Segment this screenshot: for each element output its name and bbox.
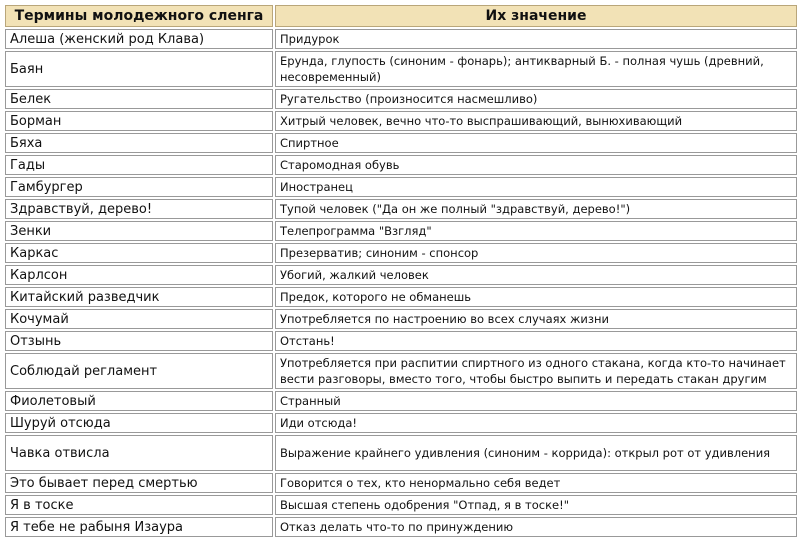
slang-table-container bbox=[3, 3, 797, 539]
table-row bbox=[5, 155, 797, 175]
table-row bbox=[5, 517, 797, 537]
term-cell: Шуруй отсюда bbox=[5, 413, 273, 433]
meaning-cell: Выражение крайнего удивления (синоним - коррида): открыл рот от удивления bbox=[275, 435, 797, 471]
term-cell: Соблюдай регламент bbox=[5, 353, 273, 389]
meaning-cell: Отказ делать что-то по принуждению bbox=[275, 517, 797, 537]
term-cell: Это бывает перед смертью bbox=[5, 473, 273, 493]
meaning-cell: Ругательство (произносится насмешливо) bbox=[275, 89, 797, 109]
table-row bbox=[5, 391, 797, 411]
meaning-cell: Телепрограмма "Взгляд" bbox=[275, 221, 797, 241]
term-cell: Гады bbox=[5, 155, 273, 175]
table-row bbox=[5, 287, 797, 307]
table-row bbox=[5, 331, 797, 351]
meaning-cell: Говорится о тех, кто ненормально себя ведет bbox=[275, 473, 797, 493]
meaning-column-header: Их значение bbox=[275, 5, 797, 27]
meaning-cell: Хитрый человек, вечно что-то выспрашивающий, вынюхивающий bbox=[275, 111, 797, 131]
table-row bbox=[5, 243, 797, 263]
meaning-cell: Употребляется по настроению во всех случаях жизни bbox=[275, 309, 797, 329]
table-row bbox=[5, 133, 797, 153]
term-cell: Каркас bbox=[5, 243, 273, 263]
meaning-cell: Иди отсюда! bbox=[275, 413, 797, 433]
meaning-cell: Убогий, жалкий человек bbox=[275, 265, 797, 285]
meaning-cell: Предок, которого не обманешь bbox=[275, 287, 797, 307]
term-cell: Карлсон bbox=[5, 265, 273, 285]
table-row bbox=[5, 353, 797, 389]
table-row bbox=[5, 495, 797, 515]
meaning-cell: Презерватив; синоним - спонсор bbox=[275, 243, 797, 263]
meaning-cell: Ерунда, глупость (синоним - фонарь); антикварный Б. - полная чушь (древний, несовременный) bbox=[275, 51, 797, 87]
term-cell: Белек bbox=[5, 89, 273, 109]
table-row bbox=[5, 111, 797, 131]
term-cell: Алеша (женский род Клава) bbox=[5, 29, 273, 49]
meaning-cell: Старомодная обувь bbox=[275, 155, 797, 175]
table-row bbox=[5, 51, 797, 87]
slang-table bbox=[3, 3, 799, 539]
term-cell: Китайский разведчик bbox=[5, 287, 273, 307]
table-row bbox=[5, 435, 797, 471]
term-cell: Бяха bbox=[5, 133, 273, 153]
term-cell: Отзынь bbox=[5, 331, 273, 351]
term-cell: Я тебе не рабыня Изаура bbox=[5, 517, 273, 537]
term-cell: Я в тоске bbox=[5, 495, 273, 515]
table-row bbox=[5, 89, 797, 109]
term-cell: Зенки bbox=[5, 221, 273, 241]
term-cell: Кочумай bbox=[5, 309, 273, 329]
table-row bbox=[5, 413, 797, 433]
meaning-cell: Отстань! bbox=[275, 331, 797, 351]
meaning-cell: Высшая степень одобрения "Отпад, я в тоске!" bbox=[275, 495, 797, 515]
table-row bbox=[5, 199, 797, 219]
meaning-cell: Придурок bbox=[275, 29, 797, 49]
term-cell: Борман bbox=[5, 111, 273, 131]
table-row bbox=[5, 473, 797, 493]
table-row bbox=[5, 265, 797, 285]
term-column-header: Термины молодежного сленга bbox=[5, 5, 273, 27]
term-cell: Баян bbox=[5, 51, 273, 87]
table-row bbox=[5, 221, 797, 241]
table-row bbox=[5, 309, 797, 329]
header-row bbox=[5, 5, 797, 27]
term-cell: Здравствуй, дерево! bbox=[5, 199, 273, 219]
meaning-cell: Иностранец bbox=[275, 177, 797, 197]
term-cell: Чавка отвисла bbox=[5, 435, 273, 471]
meaning-cell: Странный bbox=[275, 391, 797, 411]
table-row bbox=[5, 177, 797, 197]
meaning-cell: Спиртное bbox=[275, 133, 797, 153]
term-cell: Фиолетовый bbox=[5, 391, 273, 411]
table-row bbox=[5, 29, 797, 49]
meaning-cell: Тупой человек ("Да он же полный "здравствуй, дерево!") bbox=[275, 199, 797, 219]
meaning-cell: Употребляется при распитии спиртного из одного стакана, когда кто-то начинает вести разговоры, вместо того, чтобы быстро выпить и передать стакан другим bbox=[275, 353, 797, 389]
term-cell: Гамбургер bbox=[5, 177, 273, 197]
